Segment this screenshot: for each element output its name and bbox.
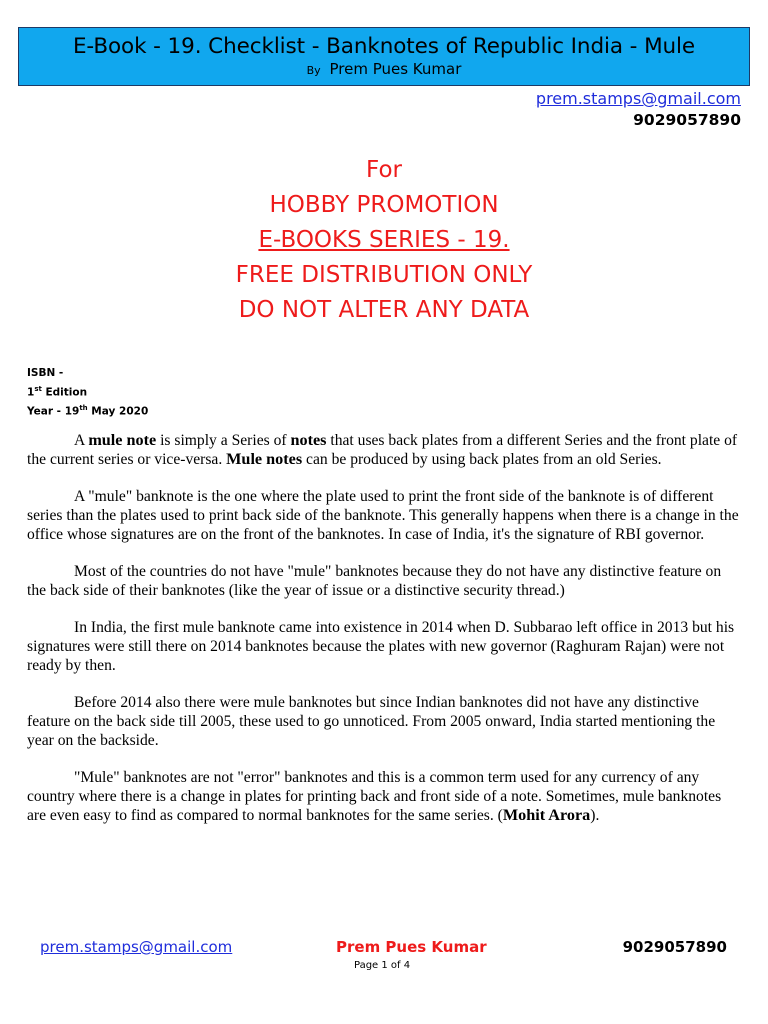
notice-series-text: E-BOOKS SERIES - 19. bbox=[258, 227, 510, 253]
paragraph-text: In India, the first mule banknote came into existence in 2014 when D. Subbarao left office in 2013 but his signatures were still there on 2014 banknotes because the plates with new governor (Raghuram Rajan) were not ready by then. bbox=[27, 619, 735, 674]
paragraph-text: can be produced by using back plates from an old Series. bbox=[302, 451, 662, 468]
byline-author: Prem Pues Kumar bbox=[329, 60, 462, 78]
paragraph-text: A bbox=[74, 432, 89, 449]
distribution-notice bbox=[0, 153, 768, 328]
year-prefix: Year - 19 bbox=[27, 405, 80, 417]
notice-line-series bbox=[0, 223, 768, 258]
phone-number: 9029057890 bbox=[633, 111, 741, 129]
paragraph-text: is simply a Series of bbox=[156, 432, 291, 449]
paragraph bbox=[27, 618, 743, 675]
email-link[interactable]: prem.stamps@gmail.com bbox=[535, 89, 741, 108]
edition-line bbox=[27, 382, 148, 401]
bold-term: notes bbox=[290, 431, 327, 449]
edition-number: 1 bbox=[27, 386, 35, 398]
paragraph bbox=[27, 768, 743, 825]
document-title: E-Book - 19. Checklist - Banknotes of Republic India - Mule bbox=[72, 34, 696, 59]
footer-author: Prem Pues Kumar bbox=[336, 938, 487, 956]
notice-line-free: FREE DISTRIBUTION ONLY bbox=[235, 262, 533, 288]
byline bbox=[19, 60, 749, 78]
isbn-line: ISBN - bbox=[27, 367, 64, 379]
year-sup: th bbox=[79, 403, 88, 412]
footer-email-link[interactable]: prem.stamps@gmail.com bbox=[40, 938, 233, 956]
year-line bbox=[27, 401, 148, 420]
body-text bbox=[27, 431, 743, 843]
paragraph bbox=[27, 431, 743, 469]
notice-line-hobby: HOBBY PROMOTION bbox=[269, 192, 499, 218]
edition-sup: st bbox=[34, 384, 42, 393]
page-footer bbox=[0, 938, 768, 978]
bold-term: Mule notes bbox=[226, 450, 303, 468]
publication-meta bbox=[27, 366, 148, 420]
paragraph bbox=[27, 487, 743, 544]
page-number: Page 1 of 4 bbox=[354, 960, 411, 971]
bold-term: Mohit Arora bbox=[502, 806, 591, 824]
paragraph-text: Before 2014 also there were mule banknotes but since Indian banknotes did not have any distinctive feature on the back side till 2005, these used to go unnoticed. From 2005 onward, India started mentioning the year on the backside. bbox=[27, 694, 716, 749]
byline-by: By bbox=[306, 64, 321, 77]
notice-line-donot: DO NOT ALTER ANY DATA bbox=[238, 297, 530, 323]
paragraph-text: "Mule" banknotes are not "error" banknotes and this is a common term used for any currency of any country where there is a change in plates for printing back and front side of a note. Sometimes, mule banknotes are even easy to find as compared to normal banknotes for the same series. ( bbox=[27, 769, 722, 824]
contact-header bbox=[536, 89, 741, 129]
paragraph-text: that uses back plates from a different Series and the front plate of the current series or vice-versa. bbox=[27, 432, 738, 468]
paragraph-text: ). bbox=[590, 807, 600, 824]
paragraph-text: Most of the countries do not have "mule" banknotes because they do not have any distinctive feature on the back side of their banknotes (like the year of issue or a distinctive security thread.) bbox=[27, 563, 722, 599]
footer-phone: 9029057890 bbox=[622, 938, 727, 956]
paragraph-text: A "mule" banknote is the one where the plate used to print the front side of the banknote is of different series than the plates used to print back side of the banknote. This generally happens when there is a change in the office whose signatures are on the front of the banknotes. In case of India, it's the signature of RBI governor. bbox=[27, 488, 739, 543]
title-banner bbox=[18, 27, 750, 86]
paragraph bbox=[27, 562, 743, 600]
paragraph bbox=[27, 693, 743, 750]
year-suffix: May 2020 bbox=[87, 405, 149, 417]
edition-text: Edition bbox=[41, 386, 88, 398]
bold-term: mule note bbox=[88, 431, 157, 449]
notice-line-for: For bbox=[366, 157, 402, 183]
